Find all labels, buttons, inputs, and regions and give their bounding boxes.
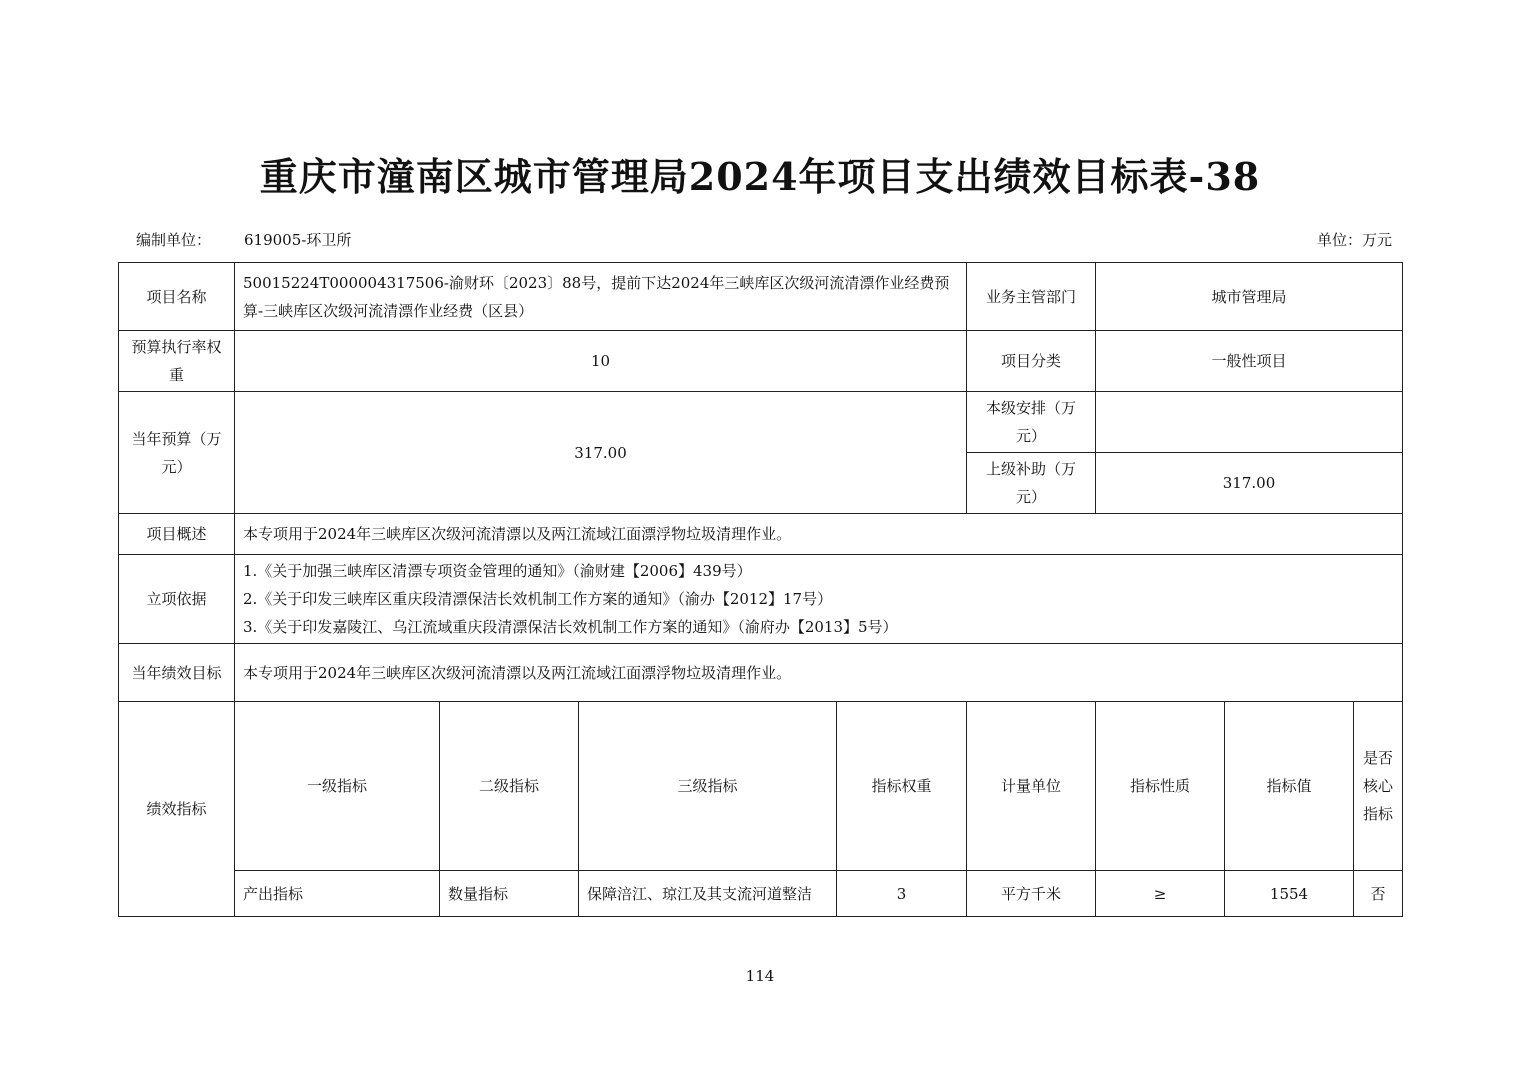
category-value: 一般性项目: [1096, 331, 1403, 392]
project-name-row: [119, 263, 1403, 331]
exec-rate-label: 预算执行率权重: [119, 331, 235, 392]
unit-label: 编制单位：: [136, 231, 212, 249]
indicator-header: 指标值: [1225, 702, 1354, 871]
indicator-header: 三级指标: [579, 702, 837, 871]
project-name-value: 50015224T000004317506-渝财环〔2023〕88号，提前下达2024年三峡库区次级河流清漂作业经费预算-三峡库区次级河流清漂作业经费（区县）: [235, 263, 967, 331]
upper-label: 上级补助（万元）: [967, 453, 1096, 514]
indicator-header-row: [119, 702, 1403, 871]
exec-rate-row: [119, 331, 1403, 392]
indicator-level2: 数量指标: [440, 871, 579, 917]
category-label: 项目分类: [967, 331, 1096, 392]
unit-value: 619005-环卫所: [244, 231, 352, 249]
page-number: 114: [745, 967, 775, 985]
indicator-weight: 3: [837, 871, 967, 917]
indicator-header: 计量单位: [967, 702, 1096, 871]
budget-row-1: [119, 392, 1403, 453]
goal-row: [119, 644, 1403, 702]
page-title: 重庆市潼南区城市管理局2024年项目支出绩效目标表-38: [259, 154, 1261, 199]
indicator-value: 1554: [1225, 871, 1354, 917]
project-name-label: 项目名称: [119, 263, 235, 331]
basis-row: [119, 555, 1403, 644]
basis-value: [235, 555, 1403, 644]
budget-value: 317.00: [235, 392, 967, 514]
dept-label: 业务主管部门: [967, 263, 1096, 331]
indicator-header: 指标权重: [837, 702, 967, 871]
exec-rate-value: 10: [235, 331, 967, 392]
basis-line: 2.《关于印发三峡库区重庆段清漂保洁长效机制工作方案的通知》（渝办【2012】17号）: [243, 590, 833, 608]
goal-label: 当年绩效目标: [119, 644, 235, 702]
overview-row: [119, 514, 1403, 555]
overview-value: 本专项用于2024年三峡库区次级河流清漂以及两江流域江面漂浮物垃圾清理作业。: [235, 514, 1403, 555]
indicator-level1: 产出指标: [235, 871, 440, 917]
indicator-nature: ≥: [1096, 871, 1225, 917]
goal-value: 本专项用于2024年三峡库区次级河流清漂以及两江流域江面漂浮物垃圾清理作业。: [235, 644, 1403, 702]
local-label: 本级安排（万元）: [967, 392, 1096, 453]
indicator-row: [119, 871, 1403, 917]
currency-unit: 单位：万元: [1316, 231, 1392, 249]
overview-label: 项目概述: [119, 514, 235, 555]
indicator-header: 一级指标: [235, 702, 440, 871]
dept-value: 城市管理局: [1096, 263, 1403, 331]
indicator-section-label: 绩效指标: [119, 702, 235, 917]
basis-line: 3.《关于印发嘉陵江、乌江流域重庆段清漂保洁长效机制工作方案的通知》（渝府办【2013】5号）: [243, 618, 898, 636]
budget-label: 当年预算（万元）: [119, 392, 235, 514]
basis-line: 1.《关于加强三峡库区清漂专项资金管理的通知》（渝财建【2006】439号）: [243, 562, 752, 580]
indicator-level3: 保障涪江、琼江及其支流河道整洁: [579, 871, 837, 917]
indicator-unit: 平方千米: [967, 871, 1096, 917]
performance-table: [118, 262, 1403, 917]
basis-label: 立项依据: [119, 555, 235, 644]
indicator-header: 指标性质: [1096, 702, 1225, 871]
local-value: [1096, 392, 1403, 453]
indicator-core: 否: [1354, 871, 1403, 917]
indicator-header: 二级指标: [440, 702, 579, 871]
upper-value: 317.00: [1096, 453, 1403, 514]
indicator-header: 是否核心指标: [1354, 702, 1403, 871]
